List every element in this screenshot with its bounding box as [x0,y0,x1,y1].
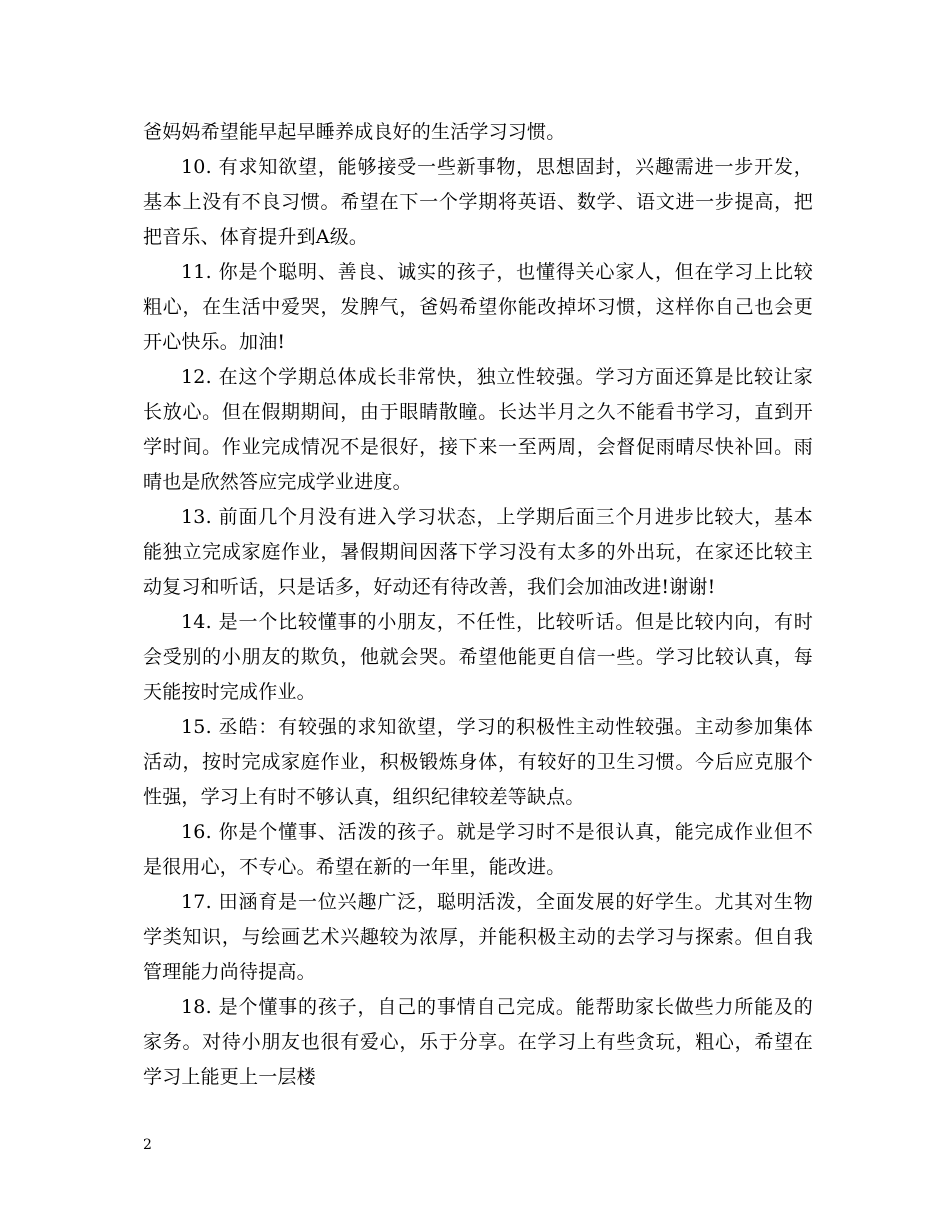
paragraph-item-18: 18. 是个懂事的孩子，自己的事情自己完成。能帮助家长做些力所能及的家务。对待小朋友也很有爱心，乐于分享。在学习上有些贪玩，粗心，希望在学习上能更上一层楼 [143,996,813,1088]
paragraph-item-15: 15. 丞皓：有较强的求知欲望，学习的积极性主动性较强。主动参加集体活动，按时完成家庭作业，积极锻炼身体，有较好的卫生习惯。今后应克服个性强，学习上有时不够认真，组织纪律较差等缺点。 [143,716,813,808]
paragraph-item-14: 14. 是一个比较懂事的小朋友，不任性，比较听话。但是比较内向，有时会受别的小朋友的欺负，他就会哭。希望他能更自信一些。学习比较认真，每天能按时完成作业。 [143,611,813,703]
paragraph-item-17: 17. 田涵育是一位兴趣广泛，聪明活泼，全面发展的好学生。尤其对生物学类知识，与绘画艺术兴趣较为浓厚，并能积极主动的去学习与探索。但自我管理能力尚待提高。 [143,891,813,983]
paragraph-continuation: 爸妈妈希望能早起早睡养成良好的生活学习习惯。 [143,121,566,143]
document-body [143,115,813,1095]
paragraph-item-11: 11. 你是个聪明、善良、诚实的孩子，也懂得关心家人，但在学习上比较粗心，在生活中爱哭，发脾气，爸妈希望你能改掉坏习惯，这样你自己也会更开心快乐。加油! [143,261,813,353]
paragraph-item-13: 13. 前面几个月没有进入学习状态，上学期后面三个月进步比较大，基本能独立完成家庭作业，暑假期间因落下学习没有太多的外出玩，在家还比较主动复习和听话，只是话多，好动还有待改善，我们会加油改进!谢谢! [143,506,813,598]
paragraph-item-12: 12. 在这个学期总体成长非常快，独立性较强。学习方面还算是比较让家长放心。但在假期期间，由于眼睛散瞳。长达半月之久不能看书学习，直到开学时间。作业完成情况不是很好，接下来一至两周，会督促雨晴尽快补回。雨晴也是欣然答应完成学业进度。 [143,366,813,493]
paragraph-item-16: 16. 你是个懂事、活泼的孩子。就是学习时不是很认真，能完成作业但不是很用心，不专心。希望在新的一年里，能改进。 [143,821,813,878]
page-number: 2 [143,1137,152,1153]
paragraph-item-10: 10. 有求知欲望，能够接受一些新事物，思想固封，兴趣需进一步开发，基本上没有不良习惯。希望在下一个学期将英语、数学、语文进一步提高，把把音乐、体育提升到A级。 [143,156,813,248]
